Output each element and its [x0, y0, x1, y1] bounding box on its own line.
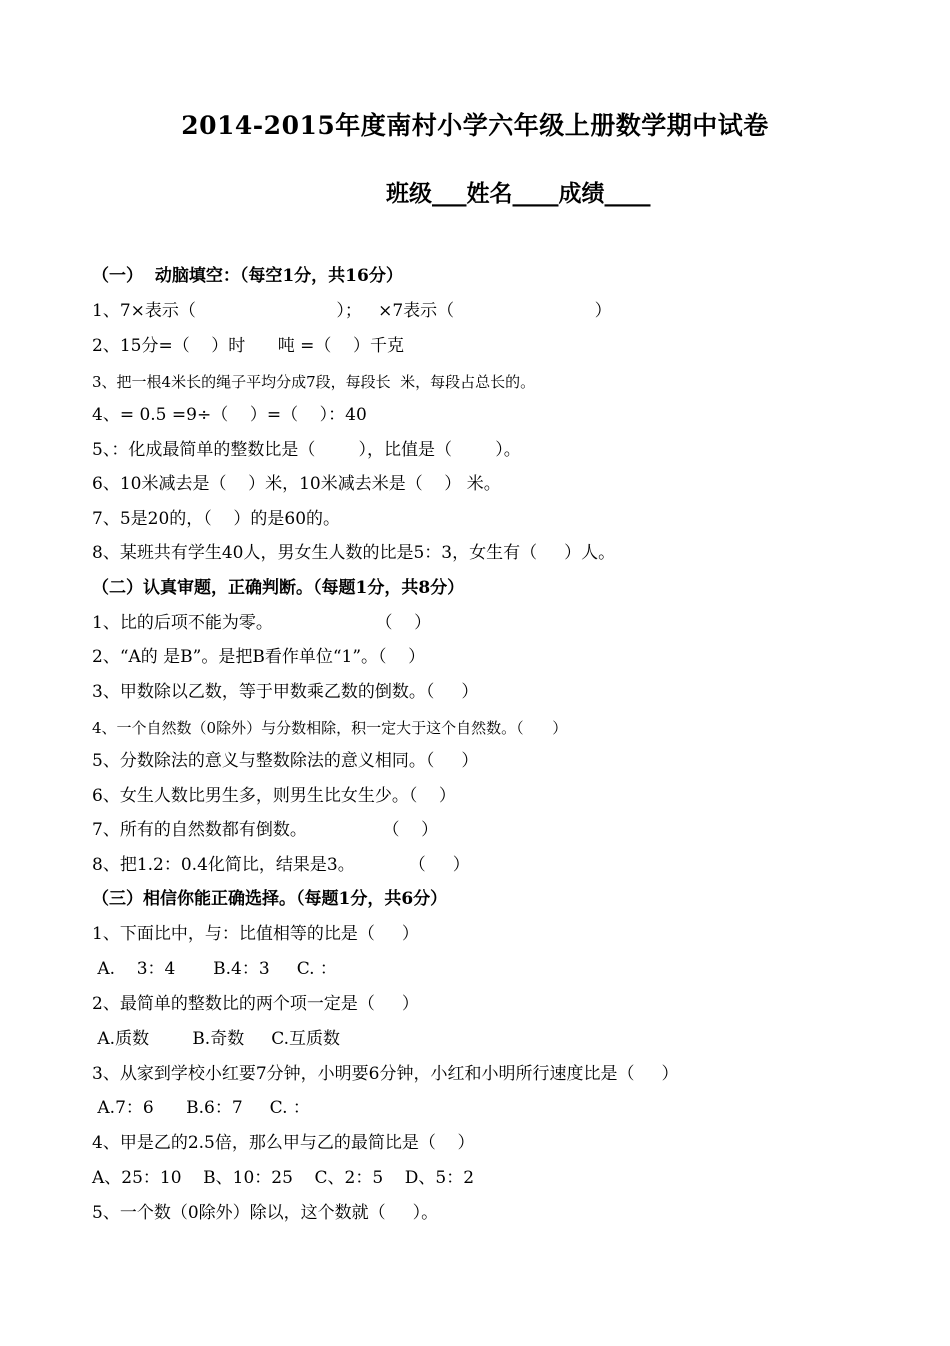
section-1-item: 1、7×表示（ ）； ×7表示（ ） [92, 301, 612, 321]
section-3-item: 3、从家到学校小红要7分钟，小明要6分钟，小红和小明所行速度比是（ ） [92, 1064, 679, 1084]
section-2-item: 2、“A的 是B”。是把B看作单位“1”。（ ） [92, 647, 426, 667]
section-2-item: 4、一个自然数（0除外）与分数相除，积一定大于这个自然数。（ ） [92, 719, 568, 737]
section-2-item: 7、所有的自然数都有倒数。 （ ） [92, 820, 439, 840]
section-2-item: 8、把1.2：0.4化简比，结果是3。 （ ） [92, 855, 470, 875]
section-2-item: 6、女生人数比男生多，则男生比女生少。（ ） [92, 786, 456, 806]
section-2-item: 3、甲数除以乙数，等于甲数乘乙数的倒数。（ ） [92, 682, 479, 702]
student-info-line: 班级___姓名____成绩____ [386, 180, 651, 207]
section-1-item: 4、= 0.5 =9÷（ ）=（ ）：40 [92, 405, 367, 425]
section-1-item: 6、10米减去是（ ）米，10米减去米是（ ） 米。 [92, 474, 501, 494]
section-1-item: 3、把一根4米长的绳子平均分成7段，每段长 米，每段占总长的。 [92, 373, 536, 391]
section-3-item: 5、一个数（0除外）除以，这个数就（ ）。 [92, 1203, 439, 1223]
section-1-item: 2、15分=（ ）时 吨 =（ ）千克 [92, 336, 404, 356]
section-3-item: 1、下面比中，与：比值相等的比是（ ） [92, 924, 419, 944]
section-1-item: 7、5是20的，（ ）的是60的。 [92, 509, 341, 529]
section-3-options: A.7：6 B.6：7 C. ： [92, 1098, 310, 1118]
section-3-options: A. 3：4 B.4：3 C. ： [92, 959, 337, 979]
section-1-item: 5、：化成最简单的整数比是（ ），比值是（ ）。 [92, 440, 521, 460]
section-3-heading: （三）相信你能正确选择。（每题1分，共6分） [92, 889, 448, 909]
section-1-item: 8、某班共有学生40人，男女生人数的比是5：3，女生有（ ）人。 [92, 543, 616, 563]
section-3-item: 4、甲是乙的2.5倍，那么甲与乙的最简比是（ ） [92, 1133, 475, 1153]
section-1-heading: （一） 动脑填空：（每空1分，共16分） [92, 266, 403, 286]
section-2-heading: （二）认真审题，正确判断。（每题1分，共8分） [92, 578, 465, 598]
section-2-item: 5、分数除法的意义与整数除法的意义相同。（ ） [92, 751, 479, 771]
section-2-item: 1、比的后项不能为零。 （ ） [92, 613, 432, 633]
section-3-options: A.质数 B.奇数 C.互质数 [92, 1029, 341, 1049]
exam-title: 2014-2015年度南村小学六年级上册数学期中试卷 [181, 111, 769, 140]
section-3-item: 2、最简单的整数比的两个项一定是（ ） [92, 994, 419, 1014]
section-3-options: A、25：10 B、10：25 C、2：5 D、5：2 [92, 1168, 475, 1188]
